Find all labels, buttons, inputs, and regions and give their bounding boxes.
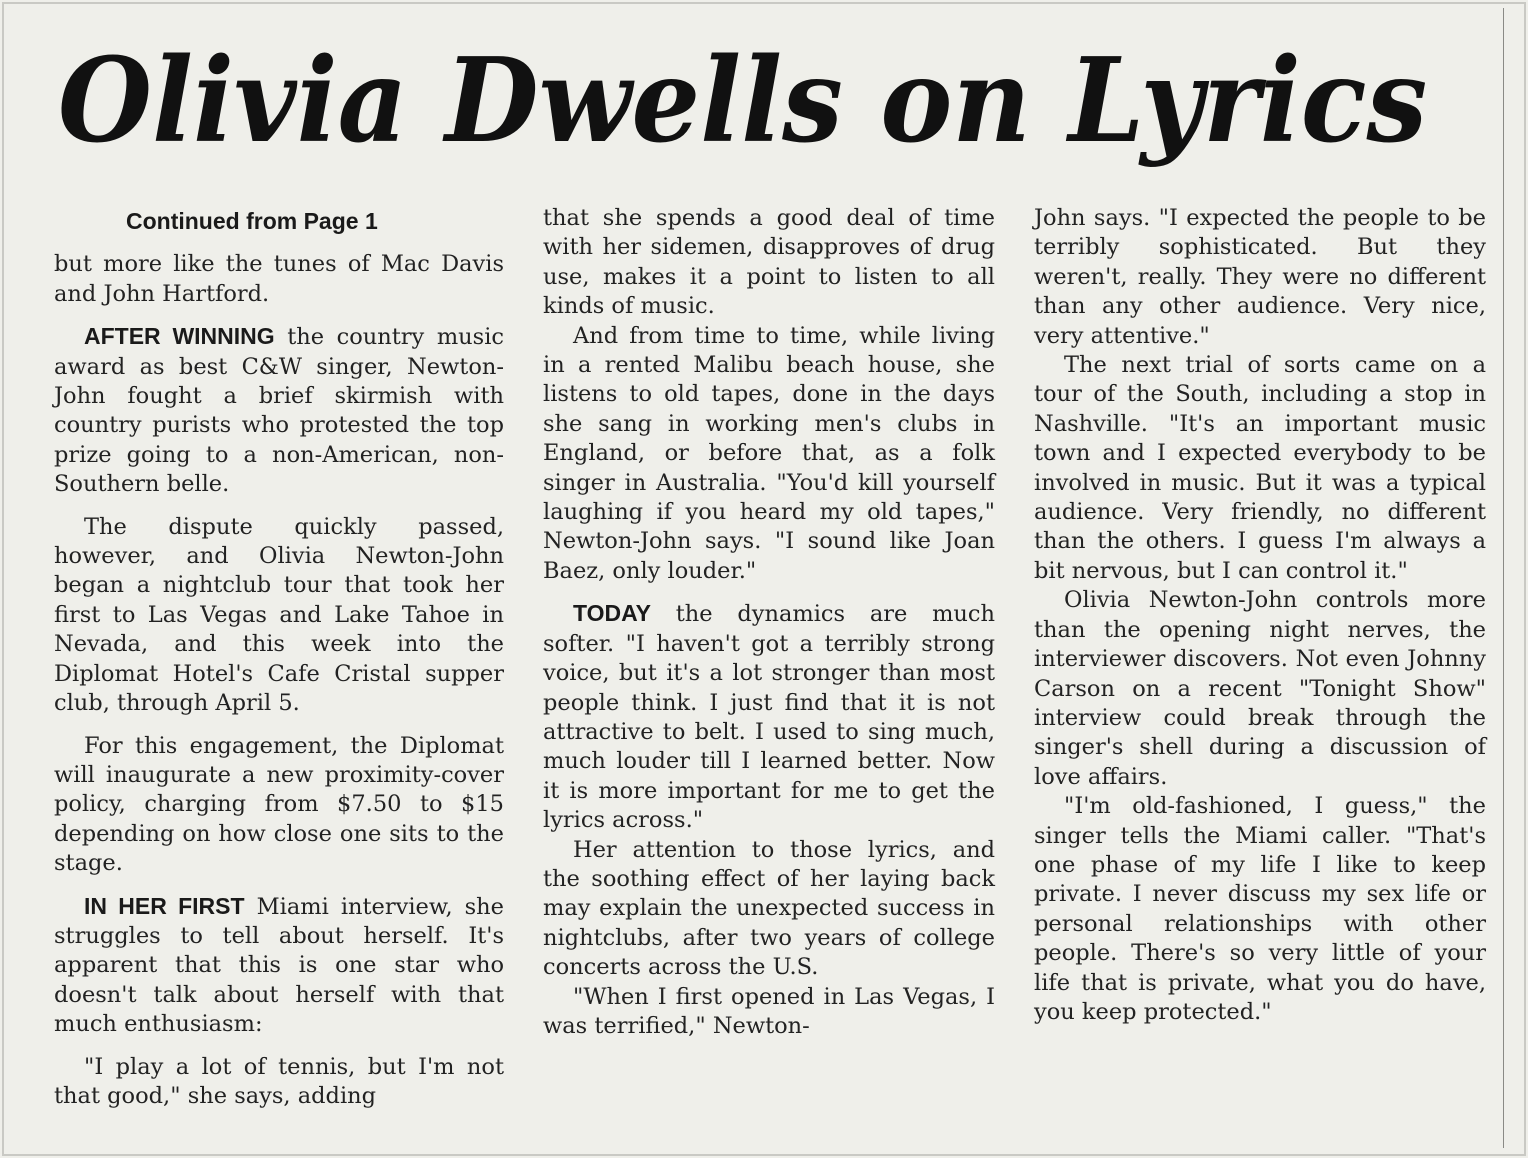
paragraph: but more like the tunes of Mac Davis and John Hartford. bbox=[54, 251, 504, 307]
paragraph bbox=[54, 892, 504, 1040]
paragraph: "I'm old-fashioned, I guess," the singer tells the Miami caller. "That's one phase of my life I like to keep private. I never discuss my sex life or personal relationships with other people. There's so very little of your life that is private, what you do have, you keep protected." bbox=[1034, 793, 1486, 1025]
paragraph: For this engagement, the Diplomat will inaugurate a new proximity-cover policy, charging from $7.50 to $15 depending on how close one sits to the stage. bbox=[54, 732, 504, 877]
paragraph: John says. "I expected the people to be terribly sophisticated. But they weren't, really. They were no different than any other audience. Very nice, very attentive." bbox=[1034, 205, 1486, 349]
paragraph: "I play a lot of tennis, but I'm not that good," she says, adding bbox=[54, 1053, 504, 1109]
paragraph: The dispute quickly passed, however, and Olivia Newton-John began a nightclub tour that took her first to Las Vegas and Lake Tahoe in Nevada, and this week into the Diplomat Hotel's Cafe Cristal supper club, through April 5. bbox=[54, 513, 504, 717]
headline: Olivia Dwells on Lyrics bbox=[58, 33, 1428, 169]
paragraph-text: the dynamics are much softer. "I haven't got a terribly strong voice, but it's a lot stronger than most people think. I just find that it is not attractive to belt. I used to sing much, much louder till I learned better. Now it is more important for me to get the lyrics across." bbox=[543, 601, 995, 834]
article-column-3 bbox=[1034, 204, 1486, 1027]
article-column-1 bbox=[54, 204, 504, 1111]
paragraph-lead-in: AFTER WINNING bbox=[84, 323, 275, 350]
article-column-2 bbox=[543, 204, 995, 1041]
paragraph: And from time to time, while living in a rented Malibu beach house, she listens to old tapes, done in the days she sang in working men's clubs in England, or before that, as a folk singer in Australia. "You'd kill yourself laughing if you heard my old tapes," Newton-John says. "I sound like Joan Baez, only louder." bbox=[543, 322, 995, 584]
paragraph: The next trial of sorts came on a tour of the South, including a stop in Nashville. "It's an important music town and I expected everybody to be involved in music. But it was a typical audience. Very friendly, no different than the others. I guess I'm always a bit nervous, but I can control it." bbox=[1034, 352, 1486, 584]
paragraph: Olivia Newton-John controls more than the opening night nerves, the interviewer discovers. Not even Johnny Carson on a recent "Tonight Show" interview could break through the singer's shell during a discussion of love affairs. bbox=[1034, 587, 1486, 790]
paragraph-text: the country music award as best C&W singer, Newton-John fought a brief skirmish with country purists who protested the top prize going to a non-American, non-Southern belle. bbox=[54, 324, 504, 498]
paragraph: "When I first opened in Las Vegas, I was terrified," Newton- bbox=[543, 983, 995, 1039]
paragraph bbox=[54, 322, 504, 499]
paragraph bbox=[543, 599, 995, 835]
continued-line: Continued from Page 1 bbox=[126, 208, 378, 234]
column-rule-right bbox=[1503, 8, 1504, 1148]
paragraph: that she spends a good deal of time with her sidemen, disapproves of drug use, makes it a point to listen to all kinds of music. bbox=[543, 205, 995, 320]
paragraph-text: Miami interview, she struggles to tell about herself. It's apparent that this is one star who doesn't talk about herself with that much enthusiasm: bbox=[54, 893, 504, 1038]
paragraph: Her attention to those lyrics, and the soothing effect of her laying back may explain the unexpected success in nightclubs, after two years of college concerts across the U.S. bbox=[543, 836, 995, 981]
paragraph-lead-in: IN HER FIRST bbox=[84, 892, 245, 919]
paragraph-lead-in: TODAY bbox=[573, 600, 651, 627]
